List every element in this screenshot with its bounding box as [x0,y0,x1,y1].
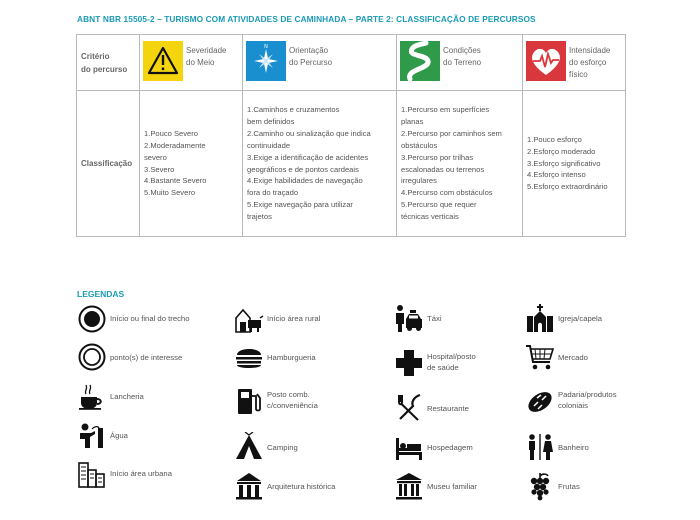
criterion-label [77,35,140,91]
legend-item [77,342,237,374]
criterion-label-text: Critério do percurso [81,51,128,74]
start-end-point-icon [77,304,107,334]
list-item: 5.Esforço extraordinário [527,182,608,192]
list-item: 3.Exige a identificação de acidentes geográficos e de pontos cardeais [247,152,369,174]
list-item: 5.Exige navegação para utilizar trajetos [247,200,353,222]
compass-icon [246,41,286,81]
list-item: 1.Pouco esforço [527,134,582,144]
header-severity-label: Severidade do Meio [186,46,227,67]
urban-area-icon [77,459,107,489]
svg-text:N: N [264,44,268,50]
museum-icon [394,471,424,501]
heart-rate-icon [526,41,566,81]
legend-label: Frutas [558,482,580,491]
legend-label: Restaurante [427,404,469,413]
legend-label: Banheiro [558,443,589,452]
hospital-cross-icon [394,348,424,378]
bed-icon [394,432,424,462]
legend-item [525,304,685,336]
list-item: 1.Pouco Severo [144,128,199,138]
list-item: 1.Caminhos e cruzamentos bem definidos [247,104,340,126]
list-item: 4.Bastante Severo [144,176,207,186]
list-item: 1.Percurso em superfícies planas [401,104,490,126]
document-title: ABNT NBR 15505-2 – TURISMO COM ATIVIDADES DE CAMINHADA – PARTE 2: CLASSIFICAÇÃO DE PERCURSOS [77,14,536,24]
legend-item [234,342,394,374]
legend-label: Padaria/produtos coloniais [558,390,617,410]
table-header-row [77,35,626,91]
legend-item [77,381,237,413]
list-item: 3.Esforço significativo [527,158,601,168]
list-item: 3.Severo [144,164,175,174]
legend-item [234,471,394,503]
legend-item [234,386,394,418]
legend-label: Arquitetura histórica [267,482,336,491]
legend-label: Mercado [558,353,588,362]
list-item: 4.Exige habilidades de navegação fora do traçado [247,176,363,198]
legend-item [234,432,394,464]
legend-label: Água [110,431,128,440]
effort-levels [523,91,626,237]
legend-item [77,420,237,452]
list-item: 4.Percurso com obstáculos [401,188,493,198]
rural-area-icon [234,304,264,334]
warning-icon [143,41,183,81]
legend-item [77,459,237,491]
legend-label: Hamburgueria [267,353,316,362]
legend-item [525,386,685,418]
list-item: 2.Percurso por caminhos sem obstáculos [401,128,502,150]
legend-label: ponto(s) de interesse [110,353,183,362]
legend-label: Igreja/capela [558,314,603,323]
legend-item [234,304,394,336]
snack-bar-icon [77,381,107,411]
header-terrain [397,35,523,91]
legend-label: Início área rural [267,314,321,323]
list-item: 2.Caminho ou sinalização que indica continuidade [247,128,371,150]
legend-item [525,432,685,464]
header-effort-label: Intensidade do esforço físico [569,46,611,79]
fork-knife-icon [394,392,424,422]
header-orientation [243,35,397,91]
legend-item [525,471,685,503]
legend-label: Camping [267,443,298,452]
winding-road-icon [400,41,440,81]
taxi-icon [394,304,424,334]
water-fountain-icon [77,420,107,450]
header-orientation-label: Orientação do Percurso [289,46,333,67]
grapes-icon [525,471,555,501]
list-item: 3.Percurso por trilhas escalonadas ou terrenos irregulares [401,152,485,186]
severity-levels [140,91,243,237]
legend-item [77,304,237,336]
restroom-icon [525,432,555,462]
legend-title: LEGENDAS [77,289,125,299]
legend-label: Posto comb. c/conveniência [267,390,318,410]
legend-label: Início ou final do trecho [110,314,190,323]
terrain-levels [397,91,523,237]
classification-label: Classificação [77,91,140,237]
legend-label: Museu familiar [427,482,477,491]
historic-architecture-icon [234,471,264,501]
legend-item [525,342,685,374]
gas-station-icon [234,386,264,416]
legend-label: Hospital/posto de saúde [427,352,476,372]
classification-table [76,34,626,237]
list-item: 5.Percurso que requer técnicas verticais [401,200,477,222]
list-item: 2.Moderadamente severo [144,140,206,162]
legend-label: Hospedagem [427,443,473,452]
bread-icon [525,386,555,416]
point-of-interest-icon [77,342,107,372]
header-severity [140,35,243,91]
orientation-levels [243,91,397,237]
list-item: 4.Esforço intenso [527,170,586,180]
header-terrain-label: Condições do Terreno [443,46,482,67]
legend-label: Lancheria [110,392,144,401]
burger-icon [234,342,264,372]
tent-icon [234,432,264,462]
legend-label: Início área urbana [110,469,172,478]
shopping-cart-icon [525,342,555,372]
church-icon [525,304,555,334]
list-item: 2.Esforço moderado [527,146,596,156]
list-item: 5.Muito Severo [144,188,196,198]
table-body-row [77,91,626,237]
legend-label: Táxi [427,314,442,323]
header-effort [523,35,626,91]
